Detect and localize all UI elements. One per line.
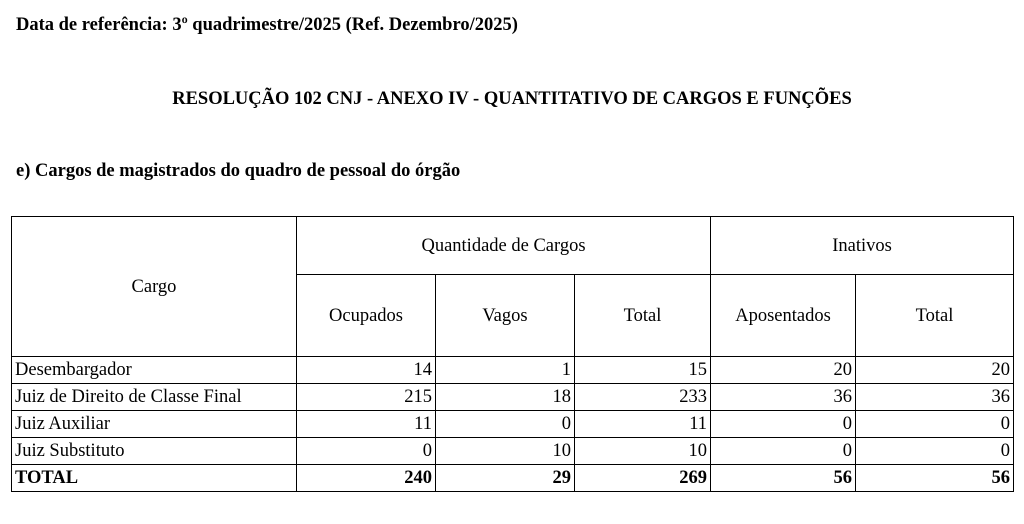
cell-ocupados: 11 xyxy=(297,411,436,438)
header-quantidade-de-cargos: Quantidade de Cargos xyxy=(297,217,711,275)
cell-cargo: Juiz de Direito de Classe Final xyxy=(12,384,297,411)
cell-total: 15 xyxy=(575,357,711,384)
cell-total-label: TOTAL xyxy=(12,465,297,492)
header-total-inativos: Total xyxy=(856,275,1014,357)
cell-vagos: 10 xyxy=(436,438,575,465)
table-header-row xyxy=(12,217,1014,275)
cell-aposentados: 20 xyxy=(711,357,856,384)
cell-total-total: 269 xyxy=(575,465,711,492)
header-ocupados: Ocupados xyxy=(297,275,436,357)
header-total: Total xyxy=(575,275,711,357)
cell-ocupados: 0 xyxy=(297,438,436,465)
cell-vagos: 18 xyxy=(436,384,575,411)
section-title: e) Cargos de magistrados do quadro de pessoal do órgão xyxy=(16,161,461,181)
cell-vagos: 0 xyxy=(436,411,575,438)
cell-total-inativos: 0 xyxy=(856,438,1014,465)
cell-total-inativos: 0 xyxy=(856,411,1014,438)
table-total-row xyxy=(12,465,1014,492)
header-inativos: Inativos xyxy=(711,217,1014,275)
cell-ocupados: 215 xyxy=(297,384,436,411)
cell-total-inativos-total: 56 xyxy=(856,465,1014,492)
table-row xyxy=(12,411,1014,438)
page-title: RESOLUÇÃO 102 CNJ - ANEXO IV - QUANTITATIVO DE CARGOS E FUNÇÕES xyxy=(172,89,852,109)
cell-aposentados: 36 xyxy=(711,384,856,411)
cell-total: 233 xyxy=(575,384,711,411)
reference-date: Data de referência: 3º quadrimestre/2025 (Ref. Dezembro/2025) xyxy=(16,15,518,35)
cell-cargo: Juiz Auxiliar xyxy=(12,411,297,438)
cell-ocupados: 14 xyxy=(297,357,436,384)
cell-aposentados-total: 56 xyxy=(711,465,856,492)
cell-ocupados-total: 240 xyxy=(297,465,436,492)
header-vagos: Vagos xyxy=(436,275,575,357)
table-row xyxy=(12,438,1014,465)
cell-total-inativos: 20 xyxy=(856,357,1014,384)
table-row xyxy=(12,384,1014,411)
cell-cargo: Juiz Substituto xyxy=(12,438,297,465)
cell-total: 11 xyxy=(575,411,711,438)
table-row xyxy=(12,357,1014,384)
header-aposentados: Aposentados xyxy=(711,275,856,357)
cell-total-inativos: 36 xyxy=(856,384,1014,411)
header-cargo: Cargo xyxy=(12,217,297,357)
cell-cargo: Desembargador xyxy=(12,357,297,384)
cell-aposentados: 0 xyxy=(711,411,856,438)
cell-aposentados: 0 xyxy=(711,438,856,465)
cell-vagos-total: 29 xyxy=(436,465,575,492)
magistrates-table xyxy=(11,216,1014,492)
cell-vagos: 1 xyxy=(436,357,575,384)
cell-total: 10 xyxy=(575,438,711,465)
